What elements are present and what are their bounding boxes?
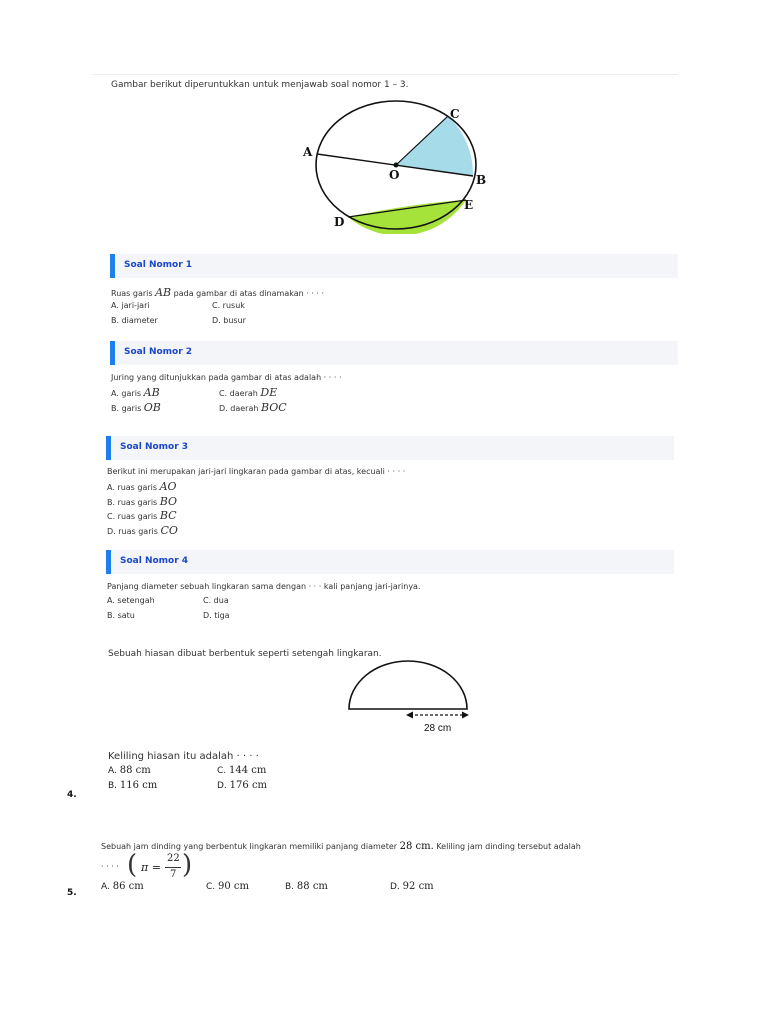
dimension-label: 28 cm — [424, 723, 452, 734]
q2-a-math: AB — [143, 386, 160, 399]
q3-b-math: BO — [159, 495, 178, 508]
q3-a-math: AO — [159, 480, 177, 493]
q6-paren-left: ( — [127, 850, 138, 880]
q4-option-c[interactable]: C. dua — [203, 596, 229, 605]
q6-fraction-denominator: 7 — [170, 869, 177, 880]
q2-stem: Juring yang ditunjukkan pada gambar di atas adalah · · · · — [111, 373, 342, 382]
q6-stem-end: Keliling jam dinding tersebut adalah — [436, 842, 581, 851]
q6-dots: · · · · — [101, 862, 119, 871]
q2-c-text: C. daerah — [219, 389, 258, 398]
dimension-arrow-right — [462, 712, 469, 719]
q1-header — [110, 254, 678, 278]
q4-title: Soal Nomor 4 — [120, 556, 189, 566]
q5-option-d[interactable] — [217, 780, 267, 791]
q6-fraction-bar — [165, 867, 181, 868]
q5-option-c[interactable] — [217, 765, 266, 776]
q3-d-text: D. ruas garis — [107, 527, 158, 536]
q6-c-value: 90 cm — [218, 881, 250, 892]
q3-d-math: CO — [160, 524, 178, 537]
semicircle-figure — [340, 660, 480, 736]
q2-b-math: OB — [143, 401, 161, 414]
q3-b-text: B. ruas garis — [107, 498, 158, 507]
q3-accent — [106, 436, 111, 460]
q6-fraction-numerator: 22 — [167, 853, 180, 864]
q5-b-value: 116 cm — [119, 780, 158, 791]
q5-b-prefix: B. — [108, 781, 118, 791]
intro-text: Gambar berikut diperuntukkan untuk menjawab soal nomor 1 – 3. — [111, 80, 409, 90]
q5-a-prefix: A. — [108, 766, 117, 776]
q4-option-a[interactable]: A. setengah — [107, 596, 155, 605]
q6-option-b[interactable] — [285, 881, 328, 892]
q3-a-text: A. ruas garis — [107, 483, 158, 492]
q5-stem: Sebuah hiasan dibuat berbentuk seperti setengah lingkaran. — [108, 649, 382, 659]
q3-stem: Berikut ini merupakan jari-jari lingkaran pada gambar di atas, kecuali · · · · — [107, 467, 406, 476]
q1-stem-text: Ruas garis — [111, 289, 153, 298]
q1-option-d[interactable]: D. busur — [212, 316, 246, 325]
label-d: D — [334, 215, 345, 229]
q1-accent — [110, 254, 115, 278]
circle-figure — [300, 98, 500, 234]
dimension-arrow-left — [406, 712, 413, 719]
q3-header — [106, 436, 674, 460]
q1-option-b[interactable]: B. diameter — [111, 316, 158, 325]
label-c: C — [450, 107, 460, 121]
q5-option-a[interactable] — [108, 765, 151, 776]
q5-a-value: 88 cm — [119, 765, 151, 776]
q6-option-a[interactable] — [101, 881, 144, 892]
q2-c-math: DE — [260, 386, 278, 399]
q6-option-c[interactable] — [206, 881, 249, 892]
q1-option-c[interactable]: C. rusuk — [212, 301, 245, 310]
q2-accent — [110, 341, 115, 365]
q4-stem: Panjang diameter sebuah lingkaran sama dengan · · · kali panjang jari-jarinya. — [107, 582, 421, 591]
q2-title: Soal Nomor 2 — [124, 347, 193, 357]
q6-option-d[interactable] — [390, 881, 434, 892]
label-o: O — [389, 168, 400, 182]
q1-stem — [111, 286, 324, 299]
q5-d-value: 176 cm — [229, 780, 268, 791]
q6-pi: π = — [141, 861, 161, 874]
question-number-5: 5. — [67, 888, 77, 898]
q2-a-text: A. garis — [111, 389, 142, 398]
question-number-4: 4. — [67, 790, 77, 800]
q6-d-value: 92 cm — [402, 881, 434, 892]
q6-stem-value: 28 cm. — [399, 841, 434, 852]
q4-accent — [106, 550, 111, 574]
q3-title: Soal Nomor 3 — [120, 442, 189, 452]
q6-b-value: 88 cm — [296, 881, 328, 892]
q2-option-b[interactable] — [111, 401, 161, 414]
q1-stem-math: AB — [155, 286, 172, 299]
q2-option-c[interactable] — [219, 386, 277, 399]
q5-option-b[interactable] — [108, 780, 157, 791]
q2-option-d[interactable] — [219, 401, 287, 414]
q3-c-text: C. ruas garis — [107, 512, 158, 521]
q4-option-b[interactable]: B. satu — [107, 611, 135, 620]
top-divider — [92, 74, 678, 75]
q3-option-c[interactable] — [107, 509, 177, 522]
q6-paren-right: ) — [182, 850, 193, 880]
q2-header — [110, 341, 678, 365]
q6-a-value: 86 cm — [112, 881, 144, 892]
q5-question: Keliling hiasan itu adalah · · · · — [108, 751, 259, 762]
q6-a-prefix: A. — [101, 882, 110, 892]
q6-b-prefix: B. — [285, 882, 295, 892]
q2-d-math: BOC — [260, 401, 287, 414]
q4-header — [106, 550, 674, 574]
q3-c-math: BC — [159, 509, 177, 522]
q2-d-text: D. daerah — [219, 404, 259, 413]
q3-option-d[interactable] — [107, 524, 178, 537]
label-a: A — [303, 145, 313, 159]
q5-c-prefix: C. — [217, 766, 227, 776]
label-e: E — [464, 198, 474, 212]
q3-option-b[interactable] — [107, 495, 177, 508]
q5-d-prefix: D. — [217, 781, 227, 791]
q6-stem — [101, 841, 581, 852]
q1-stem-end: pada gambar di atas dinamakan · · · · — [173, 289, 325, 298]
q3-option-a[interactable] — [107, 480, 177, 493]
q1-title: Soal Nomor 1 — [124, 260, 193, 270]
q6-stem-start: Sebuah jam dinding yang berbentuk lingkaran memiliki panjang diameter — [101, 842, 398, 851]
center-point — [394, 163, 399, 168]
q2-option-a[interactable] — [111, 386, 160, 399]
q4-option-d[interactable]: D. tiga — [203, 611, 230, 620]
q1-option-a[interactable]: A. jari-jari — [111, 301, 150, 310]
q2-b-text: B. garis — [111, 404, 142, 413]
semicircle-shape — [349, 661, 467, 709]
q5-c-value: 144 cm — [229, 765, 267, 776]
label-b: B — [476, 173, 487, 187]
q6-d-prefix: D. — [390, 882, 400, 892]
q6-c-prefix: C. — [206, 882, 216, 892]
